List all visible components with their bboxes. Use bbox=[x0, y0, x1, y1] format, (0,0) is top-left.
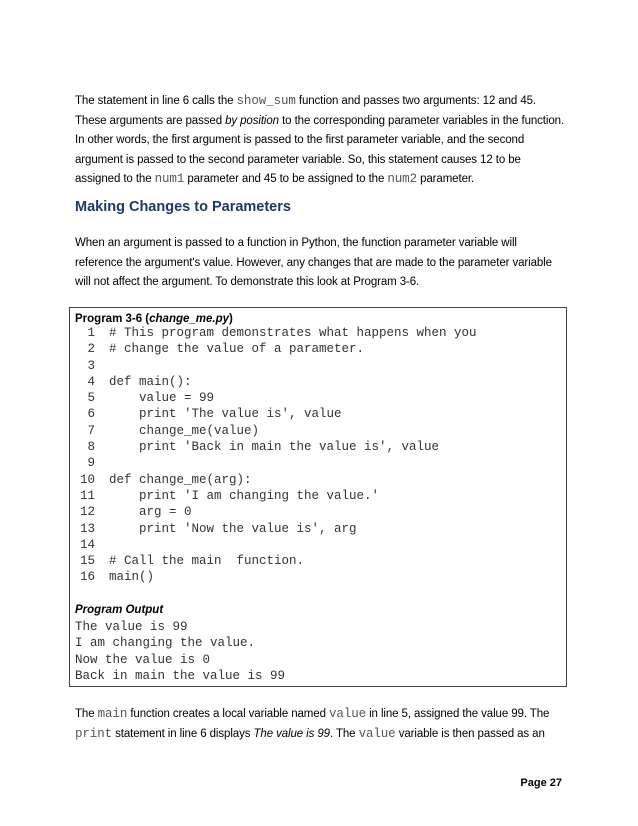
code-text: arg = 0 bbox=[109, 505, 192, 520]
text: in line 5, assigned the value 99. The bbox=[366, 708, 550, 720]
line-number: 15 bbox=[79, 554, 95, 569]
inline-code: num1 bbox=[154, 172, 185, 186]
line-number: 10 bbox=[79, 472, 95, 487]
text: parameter and 45 to be assigned to the bbox=[184, 173, 388, 185]
text: variable is then passed as an bbox=[395, 727, 545, 740]
inline-code: num2 bbox=[387, 172, 417, 186]
inline-code: value bbox=[328, 707, 366, 721]
inline-code: value bbox=[358, 726, 396, 741]
program-title bbox=[75, 313, 233, 325]
program-file-name: change_me.py bbox=[149, 313, 230, 325]
line-number: 14 bbox=[79, 537, 95, 552]
line-number: 11 bbox=[79, 488, 95, 503]
text: to the corresponding parameter variables in the function. In other words, the first argument is passed to the first parameter variable, and the second argument is passed to the second parameter variable. So, this statement causes 12 to be assigned to the bbox=[75, 114, 565, 185]
code-line bbox=[75, 439, 477, 455]
line-number: 9 bbox=[87, 456, 95, 471]
line-number: 4 bbox=[87, 374, 95, 389]
inline-code: print bbox=[75, 726, 113, 741]
code-text: value = 99 bbox=[109, 391, 215, 406]
code-line bbox=[75, 537, 477, 553]
code-line bbox=[75, 423, 477, 439]
text: function creates a local variable named bbox=[127, 708, 329, 720]
output-line: I am changing the value. bbox=[75, 636, 256, 651]
code-text: # change the value of a parameter. bbox=[109, 342, 365, 357]
output-line: Now the value is 0 bbox=[75, 652, 211, 667]
code-text: print 'Now the value is', arg bbox=[109, 521, 357, 536]
code-text: def change_me(arg): bbox=[109, 472, 252, 487]
code-line bbox=[75, 341, 477, 357]
paragraph-intro: When an argument is passed to a function in Python, the function parameter variable will reference the argument's value. However, any changes that are made to the parameter variable will not affect the argument. To demonstrate this look at Program 3-6. bbox=[75, 237, 552, 288]
code-line bbox=[75, 521, 477, 537]
code-line bbox=[75, 390, 477, 406]
line-number: 13 bbox=[79, 521, 95, 536]
paragraph-show-sum bbox=[75, 92, 565, 190]
code-line bbox=[75, 553, 477, 569]
text: statement in line 6 displays bbox=[112, 727, 254, 740]
line-number: 6 bbox=[87, 407, 95, 422]
code-line bbox=[75, 488, 477, 504]
program-output-title: Program Output bbox=[75, 604, 164, 616]
code-text: print 'The value is', value bbox=[109, 407, 342, 422]
page-number: Page 27 bbox=[520, 777, 562, 789]
code-line bbox=[75, 569, 477, 585]
line-number: 12 bbox=[79, 505, 95, 520]
code-line bbox=[75, 406, 477, 422]
code-text: change_me(value) bbox=[109, 423, 260, 438]
code-text: def main(): bbox=[109, 374, 192, 389]
program-title-prefix: Program 3-6 ( bbox=[75, 313, 150, 325]
paragraph-main-explanation bbox=[75, 705, 565, 744]
code-line bbox=[75, 325, 477, 341]
program-listing-box bbox=[69, 307, 567, 687]
program-title-suffix: ) bbox=[229, 313, 233, 325]
emphasis: The value is 99 bbox=[253, 727, 330, 740]
code-text: print 'I am changing the value.' bbox=[109, 488, 380, 503]
line-number: 8 bbox=[87, 440, 95, 455]
code-text: # Call the main function. bbox=[109, 554, 305, 569]
code-line bbox=[75, 358, 477, 374]
text: The statement in line 6 calls the bbox=[75, 95, 237, 107]
inline-code: main bbox=[97, 707, 128, 721]
text: function and passes two arguments: 12 and 45. These arguments are passed bbox=[75, 95, 537, 127]
text: parameter. bbox=[416, 173, 475, 185]
output-line: Back in main the value is 99 bbox=[75, 668, 286, 683]
line-number: 7 bbox=[87, 423, 95, 438]
line-number: 3 bbox=[87, 358, 95, 373]
line-number: 5 bbox=[87, 391, 95, 406]
inline-code: show_sum bbox=[236, 94, 296, 108]
code-listing bbox=[75, 325, 477, 586]
text: . The bbox=[329, 727, 359, 740]
code-line bbox=[75, 472, 477, 488]
emphasis: by position bbox=[225, 114, 279, 127]
text: The bbox=[75, 708, 98, 720]
code-line bbox=[75, 455, 477, 471]
code-line bbox=[75, 374, 477, 390]
code-line bbox=[75, 504, 477, 520]
section-heading: Making Changes to Parameters bbox=[75, 199, 291, 215]
output-line: The value is 99 bbox=[75, 620, 188, 634]
code-text: # This program demonstrates what happens when you bbox=[109, 326, 477, 340]
line-number: 1 bbox=[87, 326, 95, 340]
line-number: 2 bbox=[87, 342, 95, 357]
code-text: print 'Back in main the value is', value bbox=[109, 440, 440, 455]
line-number: 16 bbox=[79, 570, 95, 585]
program-output bbox=[75, 619, 285, 684]
code-text: main() bbox=[109, 570, 155, 585]
